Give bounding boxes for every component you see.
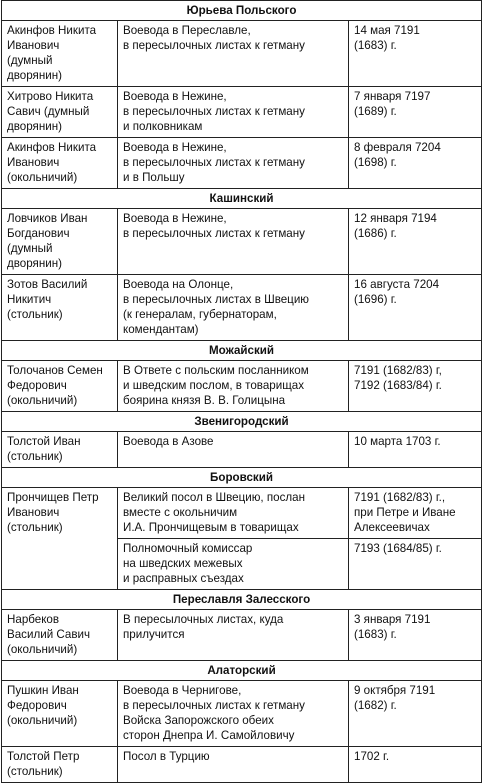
- person-name-cell: Хитрово Никита Савич (думный дворянин): [2, 87, 118, 138]
- date-cell: 16 августа 7204 (1696) г.: [349, 275, 482, 341]
- date-cell: 7193 (1684/85) г.: [349, 539, 482, 590]
- person-name-cell: Толочанов Семен Федорович (окольничий): [2, 361, 118, 412]
- person-name-cell: Толстой Петр (стольник): [2, 747, 118, 783]
- section-header-row: [2, 590, 482, 610]
- date-cell: 1702 г.: [349, 747, 482, 783]
- person-name-cell: Акинфов Никита Иванович (окольничий): [2, 138, 118, 189]
- table-row: [2, 361, 482, 412]
- titles-table-body: [2, 1, 482, 783]
- date-cell: 14 мая 7191 (1683) г.: [349, 21, 482, 87]
- table-row: [2, 21, 482, 87]
- section-header-row: [2, 1, 482, 21]
- section-title: Юрьева Польского: [2, 1, 482, 21]
- section-title: Алаторский: [2, 661, 482, 681]
- date-cell: 7191 (1682/83) г., при Петре и Иване Алексеевичах: [349, 488, 482, 539]
- post-cell: Воевода в Азове: [118, 432, 349, 468]
- person-name-cell: Толстой Иван (стольник): [2, 432, 118, 468]
- person-name-cell: Зотов Василий Никитич (стольник): [2, 275, 118, 341]
- table-row: [2, 747, 482, 783]
- section-title: Звенигородский: [2, 412, 482, 432]
- section-header-row: [2, 189, 482, 209]
- post-cell: Воевода в Чернигове, в пересылочных листах к гетману Войска Запорожского обеих сторон Днепра И. Самойловичу: [118, 681, 349, 747]
- post-cell: Воевода на Олонце, в пересылочных листах в Швецию (к генералам, губернаторам, комендантам): [118, 275, 349, 341]
- section-title: Кашинский: [2, 189, 482, 209]
- section-header-row: [2, 468, 482, 488]
- section-header-row: [2, 341, 482, 361]
- person-name-cell: Ловчиков Иван Богданович (думный дворянин): [2, 209, 118, 275]
- table-row: [2, 488, 482, 539]
- section-header-row: [2, 661, 482, 681]
- table-row: [2, 681, 482, 747]
- post-cell: Полномочный комиссар на шведских межевых и расправных съездах: [118, 539, 349, 590]
- post-cell: Воевода в Нежине, в пересылочных листах к гетману: [118, 209, 349, 275]
- post-cell: Воевода в Переславле, в пересылочных листах к гетману: [118, 21, 349, 87]
- section-title: Можайский: [2, 341, 482, 361]
- table-row: [2, 432, 482, 468]
- date-cell: 8 февраля 7204 (1698) г.: [349, 138, 482, 189]
- date-cell: 7191 (1682/83) г, 7192 (1683/84) г.: [349, 361, 482, 412]
- post-cell: Великий посол в Швецию, послан вместе с окольничим И.А. Прончищевым в товарищах: [118, 488, 349, 539]
- person-name-cell: Нарбеков Василий Савич (окольничий): [2, 610, 118, 661]
- table-row: [2, 138, 482, 189]
- person-name-cell: Акинфов Никита Иванович (думный дворянин): [2, 21, 118, 87]
- table-row: [2, 275, 482, 341]
- date-cell: 9 октября 7191 (1682) г.: [349, 681, 482, 747]
- table-row: [2, 610, 482, 661]
- person-name-cell: Прончищев Петр Иванович (стольник): [2, 488, 118, 590]
- table-row: [2, 87, 482, 138]
- date-cell: 3 января 7191 (1683) г.: [349, 610, 482, 661]
- person-name-cell: Пушкин Иван Федорович (окольничий): [2, 681, 118, 747]
- section-title: Боровский: [2, 468, 482, 488]
- post-cell: В Ответе с польским посланником и шведским послом, в товарищах боярина князя В. В. Голицына: [118, 361, 349, 412]
- post-cell: В пересылочных листах, куда прилучится: [118, 610, 349, 661]
- date-cell: 12 января 7194 (1686) г.: [349, 209, 482, 275]
- post-cell: Воевода в Нежине, в пересылочных листах к гетману и полковникам: [118, 87, 349, 138]
- post-cell: Воевода в Нежине, в пересылочных листах к гетману и в Польшу: [118, 138, 349, 189]
- table-row: [2, 209, 482, 275]
- section-header-row: [2, 412, 482, 432]
- date-cell: 7 января 7197 (1689) г.: [349, 87, 482, 138]
- post-cell: Посол в Турцию: [118, 747, 349, 783]
- section-title: Переславля Залесского: [2, 590, 482, 610]
- date-cell: 10 марта 1703 г.: [349, 432, 482, 468]
- titles-table: [1, 0, 482, 783]
